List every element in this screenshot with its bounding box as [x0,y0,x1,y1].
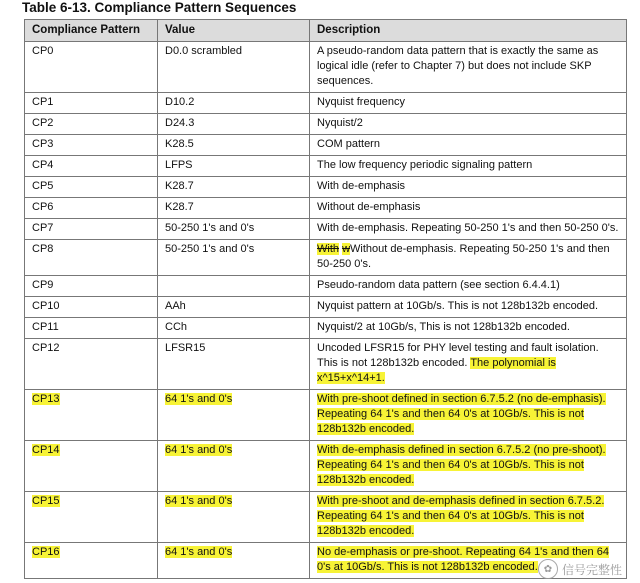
watermark-text: 信号完整性 [561,562,622,577]
description-cell: Pseudo-random data pattern (see section 6.4.4.1) [310,276,627,297]
pattern-cell: CP9 [25,276,158,297]
table-row [25,240,627,276]
watermark [538,559,622,579]
description-cell: Nyquist frequency [310,93,627,114]
description-cell: Nyquist pattern at 10Gb/s. This is not 128b132b encoded. [310,297,627,318]
value-cell: K28.7 [158,177,310,198]
pattern-cell: CP5 [25,177,158,198]
highlighted-text: The polynomial is x^15+x^14+1. [317,357,556,384]
highlighted-text: 64 1's and 0's [165,393,233,405]
header-compliance-pattern: Compliance Pattern [25,20,158,42]
table-row [25,114,627,135]
highlighted-text: 64 1's and 0's [165,444,233,456]
value-cell [158,492,310,543]
value-cell: LFPS [158,156,310,177]
value-cell: K28.5 [158,135,310,156]
value-cell [158,390,310,441]
pattern-cell: CP3 [25,135,158,156]
highlighted-text: CP16 [32,546,60,558]
table-row [25,339,627,390]
compliance-pattern-table [24,19,627,579]
highlighted-text: 64 1's and 0's [165,495,233,507]
value-cell: K28.7 [158,198,310,219]
pattern-cell: CP10 [25,297,158,318]
value-cell [158,276,310,297]
struck-text: w [342,243,351,255]
pattern-cell: CP1 [25,93,158,114]
value-cell: D10.2 [158,93,310,114]
description-cell [310,240,627,276]
description-cell: A pseudo-random data pattern that is exactly the same as logical idle (refer to Chapter 7) but does not include SKP sequences. [310,42,627,93]
highlighted-text: CP15 [32,495,60,507]
description-cell: COM pattern [310,135,627,156]
highlighted-text: With pre-shoot defined in section 6.7.5.2 (no de-emphasis). Repeating 64 1's and then 64 0's at 10Gb/s. This is not 128b132b encoded. [317,393,606,435]
description-cell: With de-emphasis [310,177,627,198]
pattern-cell: CP8 [25,240,158,276]
table-row [25,318,627,339]
table-row [25,492,627,543]
description-cell: Nyquist/2 [310,114,627,135]
value-cell [158,441,310,492]
highlighted-text: With pre-shoot and de-emphasis defined in section 6.7.5.2. Repeating 64 1's and then 64 0's at 10Gb/s. This is not 128b132b encoded. [317,495,605,537]
value-cell: AAh [158,297,310,318]
description-cell: With de-emphasis. Repeating 50-250 1's and then 50-250 0's. [310,219,627,240]
description-cell [310,492,627,543]
value-cell: CCh [158,318,310,339]
pattern-cell: CP11 [25,318,158,339]
table-row [25,135,627,156]
description-text: Uncoded LFSR15 for PHY level testing and fault isolation. This is not 128b132b encoded. [317,342,599,369]
description-cell [310,390,627,441]
table-header-row [25,20,627,42]
table-row [25,276,627,297]
header-description: Description [310,20,627,42]
description-cell: The low frequency periodic signaling pattern [310,156,627,177]
pattern-cell: CP6 [25,198,158,219]
description-cell [310,339,627,390]
highlighted-text: With de-emphasis defined in section 6.7.5.2 (no pre-shoot). Repeating 64 1's and then 64 0's at 10Gb/s. This is not 128b132b encoded. [317,444,606,486]
pattern-cell: CP7 [25,219,158,240]
header-value: Value [158,20,310,42]
highlighted-text: CP14 [32,444,60,456]
table-row [25,177,627,198]
pattern-cell: CP0 [25,42,158,93]
pattern-cell [25,441,158,492]
table-row [25,441,627,492]
table-row [25,42,627,93]
highlighted-text: CP13 [32,393,60,405]
pattern-cell [25,492,158,543]
value-cell: 50-250 1's and 0's [158,240,310,276]
highlighted-text: No de-emphasis or pre-shoot. Repeating 64 1's and then 64 0's at 10Gb/s. This is not 128b132b encoded. [317,546,609,573]
value-cell: D0.0 scrambled [158,42,310,93]
wechat-icon: ✿ [538,559,558,579]
value-cell: 50-250 1's and 0's [158,219,310,240]
table-row [25,297,627,318]
table-row [25,543,627,579]
highlighted-text: 64 1's and 0's [165,546,233,558]
value-cell [158,543,310,579]
description-text: Without de-emphasis. Repeating 50-250 1's and then 50-250 0's. [317,243,610,270]
value-cell: D24.3 [158,114,310,135]
struck-text: With [317,243,339,255]
description-cell: Nyquist/2 at 10Gb/s, This is not 128b132b encoded. [310,318,627,339]
pattern-cell [25,543,158,579]
table-row [25,156,627,177]
table-row [25,198,627,219]
table-row [25,93,627,114]
table-title: Table 6-13. Compliance Pattern Sequences [22,0,297,15]
pattern-cell [25,390,158,441]
description-cell: Without de-emphasis [310,198,627,219]
table-row [25,390,627,441]
description-cell [310,441,627,492]
pattern-cell: CP4 [25,156,158,177]
value-cell: LFSR15 [158,339,310,390]
pattern-cell: CP2 [25,114,158,135]
table-row [25,219,627,240]
pattern-cell: CP12 [25,339,158,390]
